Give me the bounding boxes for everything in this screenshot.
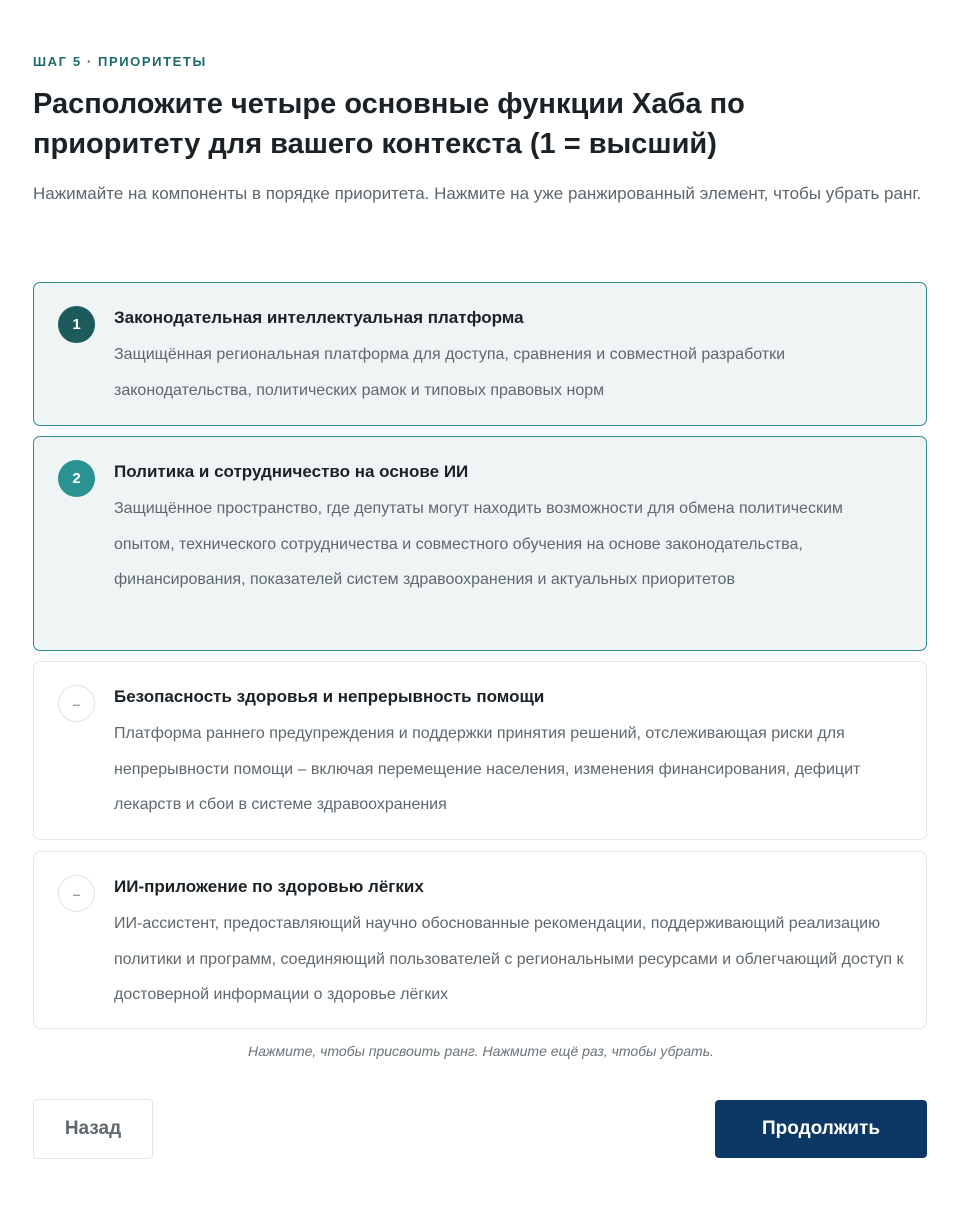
priority-item-ai-policy[interactable] — [33, 436, 927, 651]
rank-badge: – — [58, 875, 95, 912]
rank-badge: 2 — [58, 460, 95, 497]
step-label: ШАГ 5 · ПРИОРИТЕТЫ — [33, 54, 207, 69]
priority-item-health-security[interactable] — [33, 661, 927, 840]
priority-item-title: Законодательная интеллектуальная платформа — [114, 308, 524, 327]
priority-item-description: Защищённое пространство, где депутаты могут находить возможности для обмена политическим опытом, технического сотрудничества и совместного обучения на основе законодательства, финансирования, показателей систем здравоохранения и актуальных приоритетов — [114, 500, 843, 588]
continue-button[interactable]: Продолжить — [715, 1100, 927, 1158]
priority-item-legislative-platform[interactable] — [33, 282, 927, 426]
priority-item-description: Платформа раннего предупреждения и поддержки принятия решений, отслеживающая риски для непрерывности помощи – включая перемещение населения, изменения финансирования, дефицит лекарств и сбои в системе здравоохранения — [114, 725, 861, 813]
priority-item-title: ИИ-приложение по здоровью лёгких — [114, 877, 424, 896]
priority-item-lung-health-app[interactable] — [33, 851, 927, 1029]
page-title: Расположите четыре основные функции Хаба по приоритету для вашего контекста (1 = высший) — [33, 88, 745, 160]
rank-badge: 1 — [58, 306, 95, 343]
priority-item-description: ИИ-ассистент, предоставляющий научно обоснованные рекомендации, поддерживающий реализацию политики и программ, соединяющий пользователей с региональными ресурсами и облегчающий доступ к достоверной информации о здоровье лёгких — [114, 915, 904, 1003]
priority-item-title: Политика и сотрудничество на основе ИИ — [114, 462, 469, 481]
page-subtitle: Нажимайте на компоненты в порядке приоритета. Нажмите на уже ранжированный элемент, чтобы убрать ранг. — [33, 184, 922, 203]
priority-item-title: Безопасность здоровья и непрерывность помощи — [114, 687, 545, 706]
back-button[interactable]: Назад — [33, 1099, 153, 1159]
rank-badge: – — [58, 685, 95, 722]
ranking-hint: Нажмите, чтобы присвоить ранг. Нажмите ещё раз, чтобы убрать. — [248, 1043, 714, 1059]
priority-item-description: Защищённая региональная платформа для доступа, сравнения и совместной разработки законодательства, политических рамок и типовых правовых норм — [114, 346, 786, 399]
